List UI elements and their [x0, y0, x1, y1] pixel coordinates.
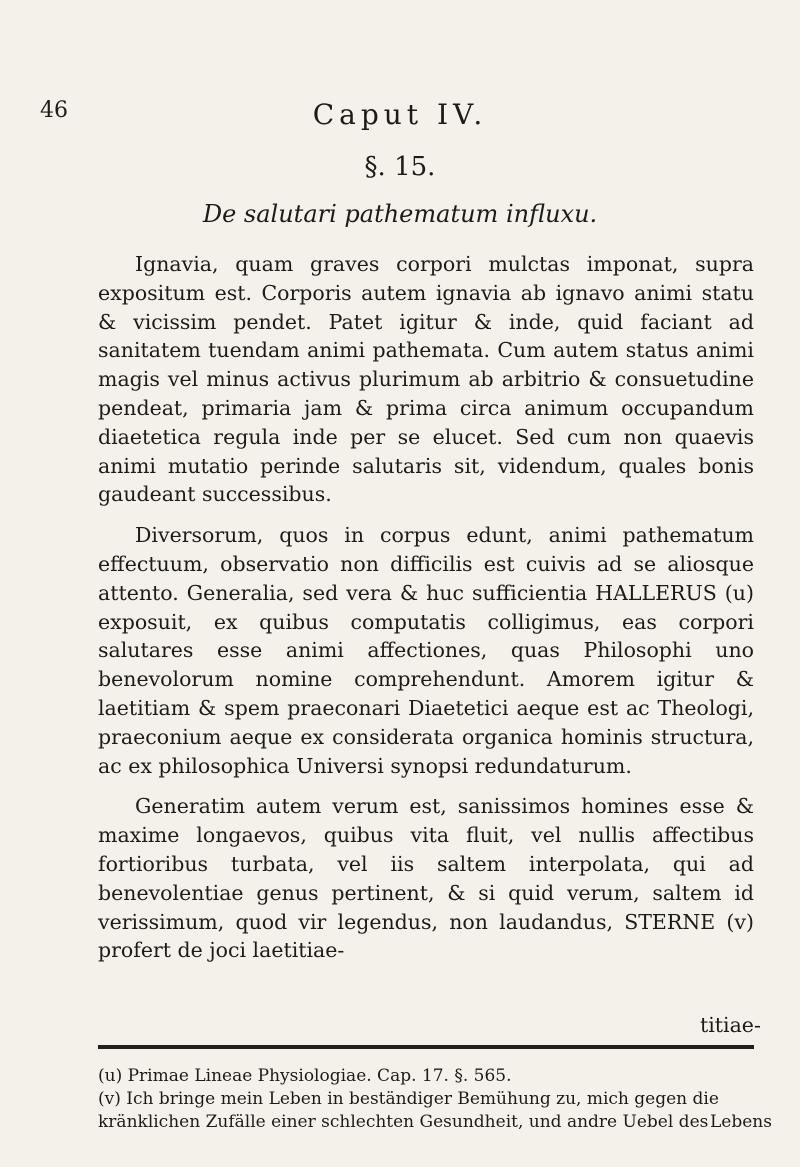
paragraph-3: Generatim autem verum est, sanissimos homines esse & maxime longaevos, quibus vita fluit, vel nullis affectibus fortioribus turbata, vel iis saltem interpolata, qui ad benevolentiae genus pertinent, & si quid verum, saltem id verissimum, quod vir legendus, non laudandus, STERNE (v) profert de joci laetitiae-: [98, 794, 754, 963]
catchword: titiae-: [700, 1013, 761, 1037]
running-head: Caput IV.: [312, 98, 488, 131]
footnote-catchword: Lebens: [710, 1112, 772, 1132]
footnote-rule: [98, 1045, 754, 1049]
paragraph-1: Ignavia, quam graves corpori mulctas imponat, supra expositum est. Corporis autem ignavia ab ignavo animi statu & vicissim pendet. Patet igitur & inde, quid faciant ad sanitatem tuendam animi pathemata. Cum autem status animi magis vel minus activus plurimum ab arbitrio & consuetudine pendeat, primaria jam & prima circa animum occupandum diaetetica regula inde per se elucet. Sed cum non quaevis animi mutatio perinde salutaris sit, videndum, quales bonis gaudeant successibus.: [98, 252, 754, 507]
paragraph-2: Diversorum, quos in corpus edunt, animi pathematum effectuum, observatio non difficilis est cuivis ad se aliosque attento. Generalia, sed vera & huc sufficientia HALLERUS (u) exposuit, ex quibus computatis colligimus, eas corpori salutares esse animi affectiones, quas Philosophi uno benevolorum nomine comprehendunt. Amorem igitur & laetitiam & spem praeconari Diaetetici aeque est ac Theologi, praeconium aeque ex considerata organica hominis structura, ac ex philosophica Universi synopsi redundaturum.: [98, 523, 754, 778]
footnote-u: (u) Primae Lineae Physiologiae. Cap. 17. §. 565.: [98, 1066, 512, 1086]
footnotes: [98, 1065, 754, 1134]
section-title: De salutari pathematum influxu.: [202, 200, 598, 228]
page-number: 46: [40, 98, 68, 123]
page-header: [40, 98, 760, 138]
footnote-v: (v) Ich bringe mein Leben in beständiger Bemühung zu, mich gegen die kränklichen Zufälle einer schlechten Gesundheit, und andre Uebel des: [98, 1089, 719, 1132]
body-text: [98, 250, 754, 977]
section-number: §. 15.: [364, 152, 436, 182]
